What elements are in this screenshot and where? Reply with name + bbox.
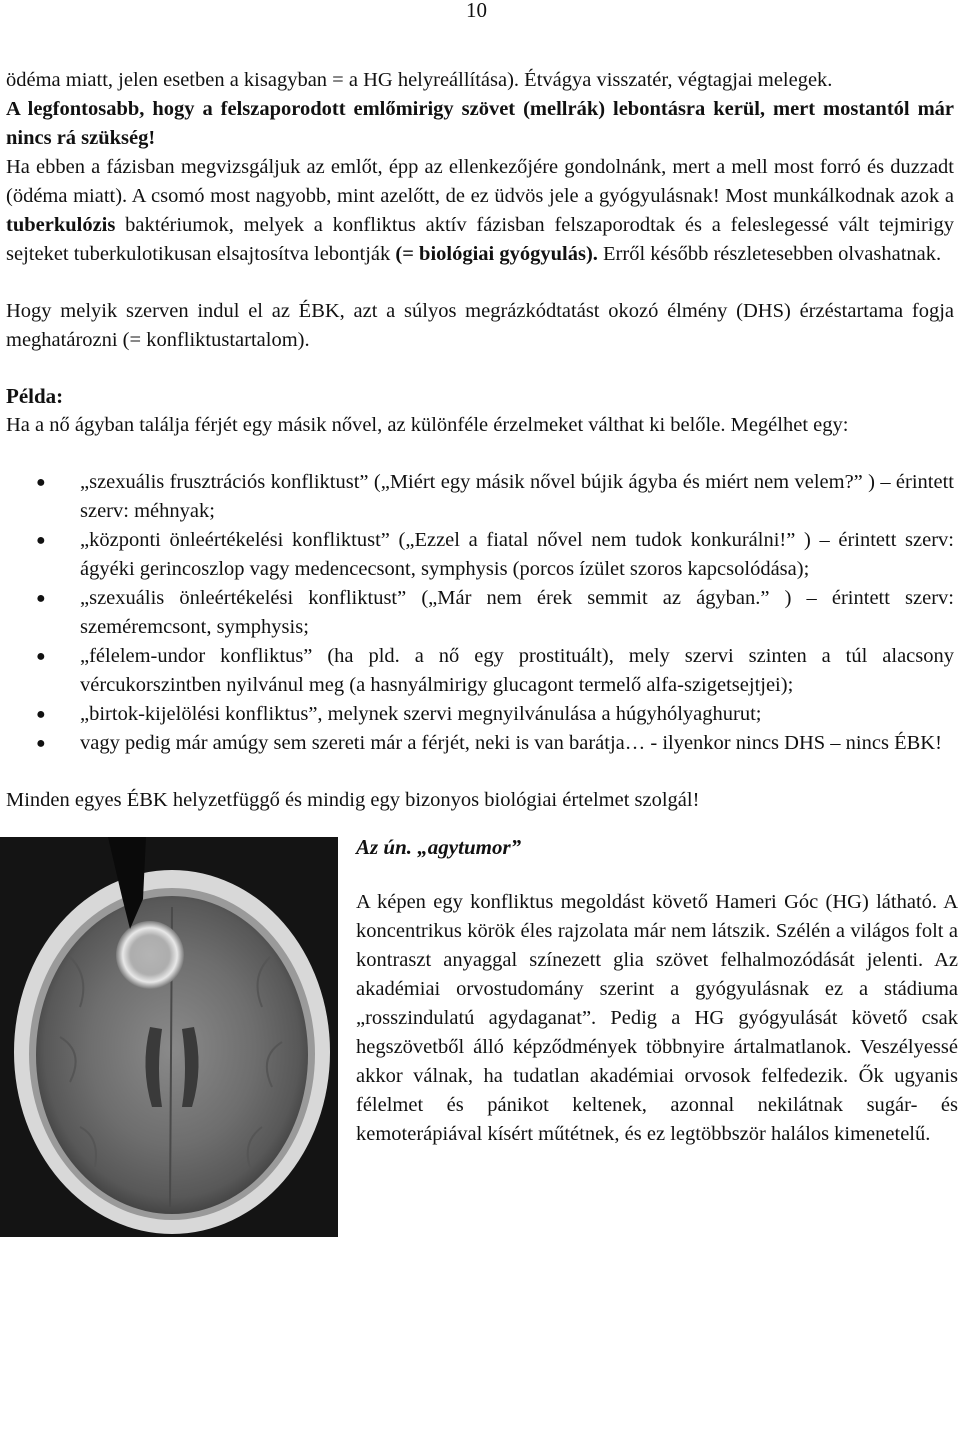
- figure-title: Az ún. „agytumor”: [356, 835, 522, 859]
- bullet-icon: ●: [36, 532, 46, 549]
- text-important-bold: A legfontosabb, hogy a felszaporodott emlőmirigy szövet (mellrák) lebontásra kerül, mert mostantól már nincs rá szükség!: [6, 98, 954, 149]
- bullet-icon: ●: [36, 590, 46, 607]
- ct-scan-drawing: [0, 837, 338, 1237]
- page-content: [6, 66, 958, 1233]
- bullet-icon: ●: [36, 735, 46, 752]
- figure-section: [6, 833, 958, 1233]
- list-item: ● „központi önleértékelési konfliktust” („Ezzel a fiatal nővel nem tudok konkurálni!” ) – érintett szerv: ágyéki gerincoszlop vagy medencecsont, symphysis (porcos ízület szoros kapcsolódása);: [6, 526, 954, 584]
- example-intro: Ha a nő ágyban találja férjét egy másik nővel, az különféle érzelmeket válthat ki belőle. Megélhet egy:: [6, 414, 849, 436]
- paragraph-conclusion: Minden egyes ÉBK helyzetfüggő és mindig egy bizonyos biológiai értelmet szolgál!: [6, 789, 700, 811]
- list-item: ● „birtok-kijelölési konfliktus”, melynek szervi megnyilvánulása a húgyhólyaghurut;: [6, 700, 954, 729]
- brain-ct-scan-image: [0, 837, 338, 1237]
- bullet-icon: ●: [36, 648, 46, 665]
- text-tuberculosis-bold: tuberkulózis: [6, 214, 116, 236]
- list-item: ● „szexuális frusztrációs konfliktust” („Miért egy másik nővel bújik ágyba és miért nem velem?” ) – érintett szerv: méhnyak;: [6, 468, 954, 526]
- list-item: ● „szexuális önleértékelési konfliktust” („Már nem érek semmit az ágyban.” ) – érintett szerv: szeméremcsont, symphysis;: [6, 584, 954, 642]
- text-bacteria: baktériumok, melyek a konfliktus aktív fázisban felszaporodtak és a feleslegessé vált tejmirigy sejteket tuberkulotikusan elsajtosítva lebontják: [6, 214, 954, 265]
- paragraph-dhs: Hogy melyik szerven indul el az ÉBK, azt a súlyos megrázkódtatást okozó élmény (DHS) érzéstartama fogja meghatározni (= konfliktustartalom).: [6, 300, 954, 351]
- example-heading: Példa:: [6, 384, 64, 408]
- bullet-icon: ●: [36, 474, 46, 491]
- figure-description: A képen egy konfliktus megoldást követő Hameri Góc (HG) látható. A koncentrikus körök éles rajzolata már nem látszik. Szélén a világos folt a kontraszt anyaggal színezett glia szövet felhalmozódását jelenti. Az akadémiai orvostudomány szerint a gyógyulásnak ez a stádiuma „rosszindulatú agydaganat”. Pedig a HG gyógyulását követő csak hegszövetből álló képződmények többnyire ártalmatlanok. Veszélyessé akkor válnak, ha tudatlan akadémiai orvosok felfedezik. Ők ugyanis félelmet és pánikot keltenek, azonnal nekilátnak sugár- és kemoterápiával kísért műtétnek, és ez legtöbbször halálos kimenetelű.: [356, 891, 958, 1145]
- bullet-icon: ●: [36, 706, 46, 723]
- paragraph-healing-phase: [6, 66, 954, 269]
- text-intro: ödéma miatt, jelen esetben a kisagyban = a HG helyreállítása). Étvágya visszatér, végtagjai melegek.: [6, 69, 833, 91]
- figure-caption: [356, 833, 958, 1149]
- conflict-list: [6, 468, 954, 758]
- text-biological-healing-bold: (= biológiai gyógyulás).: [395, 243, 598, 265]
- list-item: ● „félelem-undor konfliktus” (ha pld. a nő egy prostituált), mely szervi szinten a túl alacsony vércukorszintben nyilvánul meg (a hasnyálmirigy glucagont termelő alfa-szigetsejtjei);: [6, 642, 954, 700]
- text-later: Erről később részletesebben olvashatnak.: [597, 243, 942, 265]
- list-item: ● vagy pedig már amúgy sem szereti már a férjét, neki is van barátja… - ilyenkor nincs DHS – nincs ÉBK!: [6, 729, 954, 758]
- text-examination: Ha ebben a fázisban megvizsgáljuk az emlőt, épp az ellenkezőjére gondolnánk, mert a mell most forró és duzzadt (ödéma miatt). A csomó most nagyobb, mint azelőtt, de ez üdvös jele a gyógyulásnak! Most munkálkodnak azok a: [6, 156, 954, 207]
- page-number: 10: [466, 0, 487, 22]
